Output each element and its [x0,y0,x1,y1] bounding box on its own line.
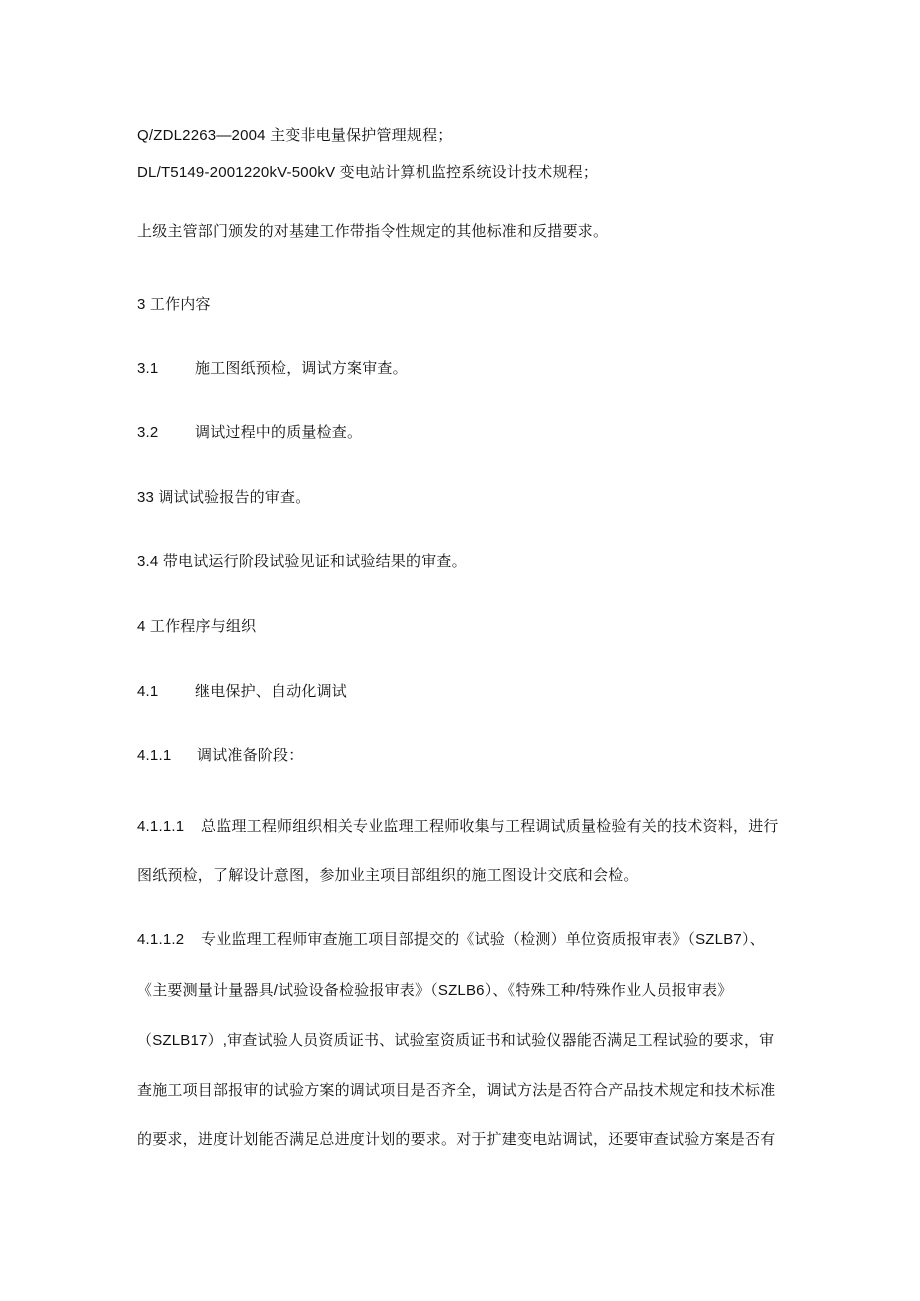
reference-line-3: 上级主管部门颁发的对基建工作带指令性规定的其他标准和反措要求。 [137,223,609,240]
section-3-4: 3.4 带电试运行阶段试验见证和试验结果的审查。 [137,553,467,570]
section-text: 调试过程中的质量检查。 [195,424,363,441]
section-text: 继电保护、自动化调试 [195,683,348,700]
section-3-2 [137,423,362,443]
section-number: 3.2 [137,424,159,441]
section-4-1-1-2-line-2: 《主要测量计量器具/试验设备检验报审表》（SZLB6）、《特殊工种/特殊作业人员报审表》 [137,982,733,999]
section-4-1-1-1-line-2: 图纸预检，了解设计意图，参加业主项目部组织的施工图设计交底和会检。 [137,867,639,884]
section-4-1-1-2-line-3: （SZLB17）,审查试验人员资质证书、试验室资质证书和试验仪器能否满足工程试验的要求，审 [137,1032,775,1049]
section-4-1-1 [137,746,303,766]
section-4-heading: 4 工作程序与组织 [137,618,257,635]
section-3-heading: 3 工作内容 [137,296,211,313]
paragraph-text: 专业监理工程师审查施工项目部提交的《试验（检测）单位资质报审表》（SZLB7）、 [201,931,765,948]
section-4-1-1-2-line-5: 的要求，进度计划能否满足总进度计划的要求。对于扩建变电站调试，还要审查试验方案是否有 [137,1131,776,1148]
section-4-1-1-2-line-4: 查施工项目部报审的试验方案的调试项目是否齐全，调试方法是否符合产品技术规定和技术标准 [137,1082,776,1099]
section-text: 调试准备阶段： [197,747,304,764]
section-number: 3.1 [137,360,159,377]
section-4-1-1-1-line-1 [137,817,779,837]
section-number: 4.1 [137,683,159,700]
section-number: 4.1.1.2 [137,931,185,948]
section-3-3: 33 调试试验报告的审查。 [137,489,311,506]
section-text: 施工图纸预检，调试方案审查。 [195,360,408,377]
section-4-1 [137,682,347,702]
reference-line-2: DL/T5149-2001220kV-500kV 变电站计算机监控系统设计技术规程； [137,164,599,181]
paragraph-text: 总监理工程师组织相关专业监理工程师收集与工程调试质量检验有关的技术资料，进行 [201,818,779,835]
section-number: 4.1.1 [137,747,172,764]
reference-line-1: Q/ZDL2263—2004 主变非电量保护管理规程； [137,127,453,144]
section-3-1 [137,359,408,379]
section-4-1-1-2-line-1 [137,930,765,950]
section-number: 4.1.1.1 [137,818,185,835]
